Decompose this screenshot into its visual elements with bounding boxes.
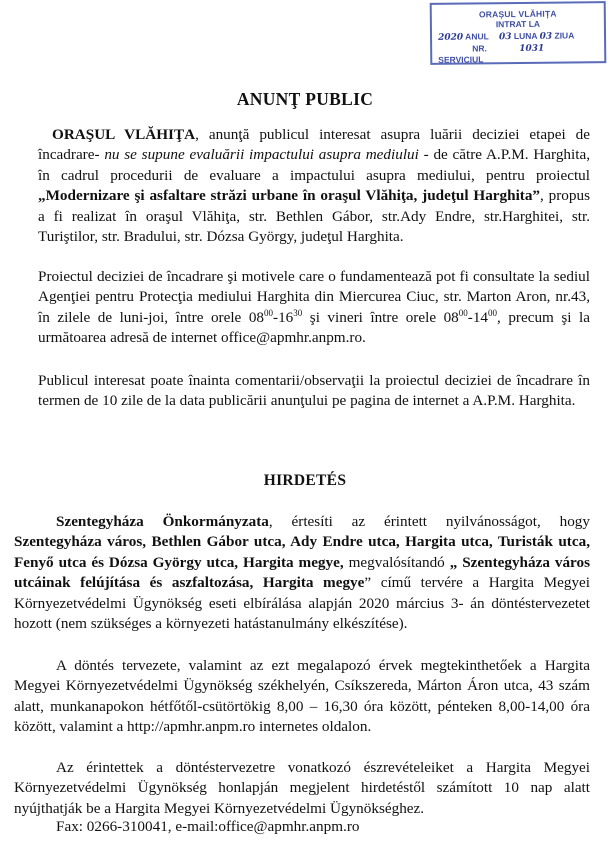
hu-paragraph-3 — [14, 758, 590, 819]
ro-p2-text-b: -16 — [273, 308, 294, 326]
ro-title: ANUNŢ PUBLIC — [236, 89, 374, 109]
ro-p3-text: Publicul interesat poate înainta comentarii/observaţii la proiectul deciziei de încadrare în termen de 10 zile de la data publicării anunţului pe pagina de internet a A.P.M. Harghita. — [38, 372, 590, 410]
hu-p1-project: „ Szentegyháza város utcáinak felújítása és aszfaltozása, Hargita megye — [14, 553, 591, 592]
stamp-year-label: ANUL — [465, 31, 489, 42]
ro-p2-text-a: Proiectul deciziei de încadrare şi motivele care o fundamentează pot fi consultate la sediul Agenţiei pentru Protecţia mediului Harghita din Miercurea Ciuc, str. Marton Aron, nr.43, în zilele de luni-joi, între orele 08 — [38, 268, 590, 326]
ro-p1-lead: ORAŞUL VLĂHIŢA — [52, 126, 196, 143]
ro-p2-text-d: -14 — [467, 308, 489, 326]
ro-paragraph-3 — [38, 371, 590, 412]
stamp-month-label: LUNA — [513, 30, 538, 42]
ro-p1-text-c: , propus a fi realizat în oraşul Vlăhiţa, str. Bethlen Gábor, str.Ady Endre, str.Harghitei, str. Turiştilor, str. Bradului, str. Dózsa György, judeţul Harghita. — [38, 187, 591, 246]
ro-p2-sup: 00 — [264, 307, 274, 318]
ro-p1-italic: nu se supune evaluării impactului asupra mediului — [104, 146, 419, 164]
stamp-service-row — [438, 53, 600, 65]
stamp-month-handwritten: 03 — [498, 32, 512, 43]
stamp-intrat-la: INTRAT LA — [495, 18, 541, 30]
hu-p3-text: Az érintettek a döntéstervezetre vonatkozó észrevételeiket a Hargita Megyei Környezetvédelmi Ügynökség honlapján megjelent hirdetéstől számított 10 nap alatt nyújthatják be a Hargita Megyei Környezetvédelmi Ügynökséghez. — [14, 759, 590, 817]
stamp-institution: ORAȘUL VLĂHIȚA — [478, 8, 557, 20]
ro-paragraph-1 — [38, 125, 590, 247]
hu-p1-text-c: megvalósítandó — [343, 553, 450, 571]
ro-paragraph-2 — [38, 267, 590, 349]
ro-p1-project: „Modernizare şi asfaltare străzi urbane în oraşul Vlăhiţa, judeţul Harghita” — [38, 187, 541, 205]
stamp-service-label: SERVICIUL — [438, 54, 484, 65]
stamp-year-handwritten: 2020 — [437, 32, 464, 43]
ro-p2-sup: 00 — [458, 307, 468, 318]
stamp-date-row — [438, 30, 600, 43]
ro-p2-text-e: , precum şi la următoarea adresă de internet office@apmhr.anpm.ro. — [38, 308, 590, 347]
stamp-day-handwritten: 03 — [539, 31, 553, 42]
hu-p1-lead: Szentegyháza Önkormányzata — [56, 513, 269, 530]
ro-p1-text-b: - de către A.P.M. Harghita, în cadrul procedurii de evaluare a impactului asupra mediului, pentru proiectul — [38, 146, 590, 184]
hu-p1-streets: Szentegyháza város, Bethlen Gábor utca, Ady Endre utca, Hargita utca, Turisták utca, Fenyő utca és Dózsa György utca, Hargita megye, — [14, 533, 590, 571]
hu-p2-text: A döntés tervezete, valamint az ezt megalapozó érvek megtekinthetőek a Hargita Megyei Környezetvédelmi Ügynökség székhelyén, Csíkszereda, Márton Áron utca, 43 szám alatt, munkanapokon hétfőtől-csütörtökig 8,00 – 16,30 óra között, pénteken 8,00-14,00 óra között, valamint a http://apmhr.anpm.ro internetes oldalon. — [14, 657, 590, 736]
ro-p2-sup: 30 — [293, 307, 303, 318]
registration-stamp — [430, 1, 607, 65]
hu-p1-text-d: ” című tervére a Hargita Megyei Környezetvédelmi Ügynökség eseti elbírálása alapján 2020 március 3- án döntéstervezetet hozott (nem szükséges a környezeti hatástanulmány elkészítése). — [14, 574, 590, 633]
hu-paragraph-1 — [14, 512, 590, 634]
hu-p1-text-a: , értesíti az érintett nyilvánosságot, hogy — [268, 513, 590, 530]
stamp-number-label: NR. — [472, 43, 487, 54]
ro-p2-sup: 00 — [488, 307, 498, 318]
hu-paragraph-2 — [14, 656, 590, 738]
hu-title: HIRDETÉS — [263, 472, 347, 489]
ro-p2-text-c: şi vineri între orele 08 — [302, 308, 459, 326]
stamp-day-label: ZIUA — [554, 30, 575, 41]
fax-email-line: Fax: 0266-310041, e-mail:office@apmhr.anpm.ro — [56, 818, 360, 835]
ro-p1-text-a: , anunţă publicul interesat asupra luării deciziei etapei de încadrare- — [38, 126, 590, 164]
stamp-number-handwritten: 1031 — [519, 43, 545, 54]
